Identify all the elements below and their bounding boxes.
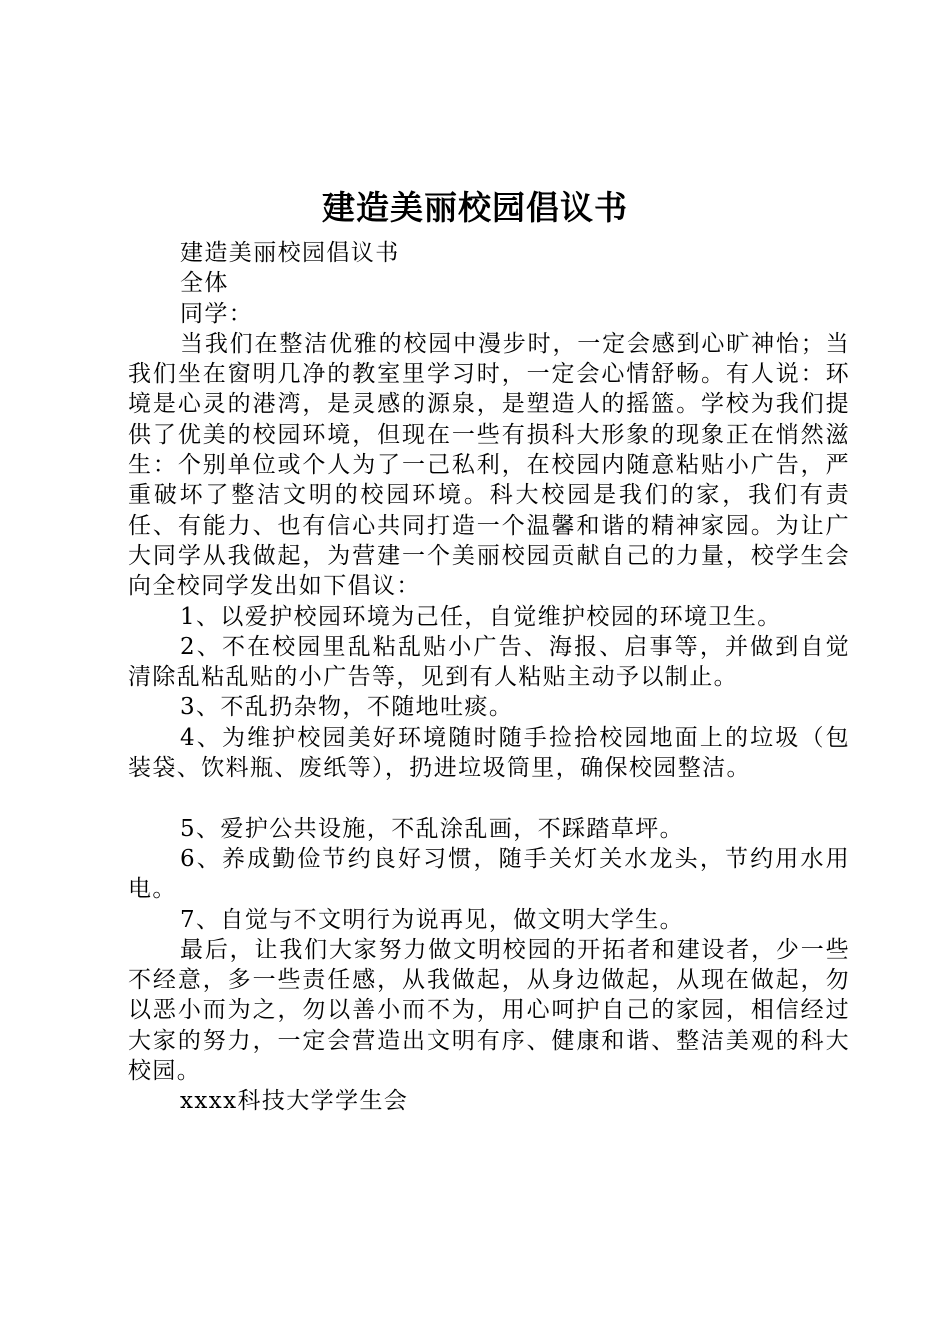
list-item: 3、不乱扔杂物，不随地吐痰。 (180, 694, 514, 721)
list-item: 7、自觉与不文明行为说再见，做文明大学生。 (180, 906, 685, 933)
signature: xxxx科技大学学生会 (180, 1088, 409, 1115)
greeting-line-2: 同学： (180, 300, 254, 327)
list-item: 2、不在校园里乱粘乱贴小广告、海报、启事等，并做到自觉清除乱粘乱贴的小广告等，见到有人粘贴主动予以制止。 (128, 633, 850, 691)
document-body (128, 238, 850, 1117)
greeting-line-1: 全体 (180, 270, 229, 297)
list-item: 5、爱护公共设施，不乱涂乱画，不踩踏草坪。 (180, 815, 685, 842)
list-item: 1、以爱护校园环境为己任，自觉维护校园的环境卫生。 (180, 603, 782, 630)
paragraph-spacer (128, 783, 850, 813)
list-item: 6、养成勤俭节约良好习惯，随手关灯关水龙头，节约用水用电。 (128, 845, 850, 903)
closing-paragraph: 最后，让我们大家努力做文明校园的开拓者和建设者，少一些不经意，多一些责任感，从我做起，从身边做起，从现在做起，勿以恶小而为之，勿以善小而不为，用心呵护自己的家园，相信经过大家的努力，一定会营造出文明有序、健康和谐、整洁美观的科大校园。 (128, 936, 850, 1085)
document-title: 建造美丽校园倡议书 (322, 188, 628, 227)
document-subtitle: 建造美丽校园倡议书 (180, 240, 400, 266)
intro-paragraph: 当我们在整洁优雅的校园中漫步时，一定会感到心旷神怡；当我们坐在窗明几净的教室里学习时，一定会心情舒畅。有人说：环境是心灵的港湾，是灵感的源泉，是塑造人的摇篮。学校为我们提供了优美的校园环境，但现在一些有损科大形象的现象正在悄然滋生：个别单位或个人为了一己私利，在校园内随意粘贴小广告，严重破坏了整洁文明的校园环境。科大校园是我们的家，我们有责任、有能力、也有信心共同打造一个温馨和谐的精神家园。为让广大同学从我做起，为营建一个美丽校园贡献自己的力量，校学生会向全校同学发出如下倡议： (128, 330, 850, 600)
list-item: 4、为维护校园美好环境随时随手捡拾校园地面上的垃圾（包装袋、饮料瓶、废纸等），扔进垃圾筒里，确保校园整洁。 (128, 724, 850, 782)
